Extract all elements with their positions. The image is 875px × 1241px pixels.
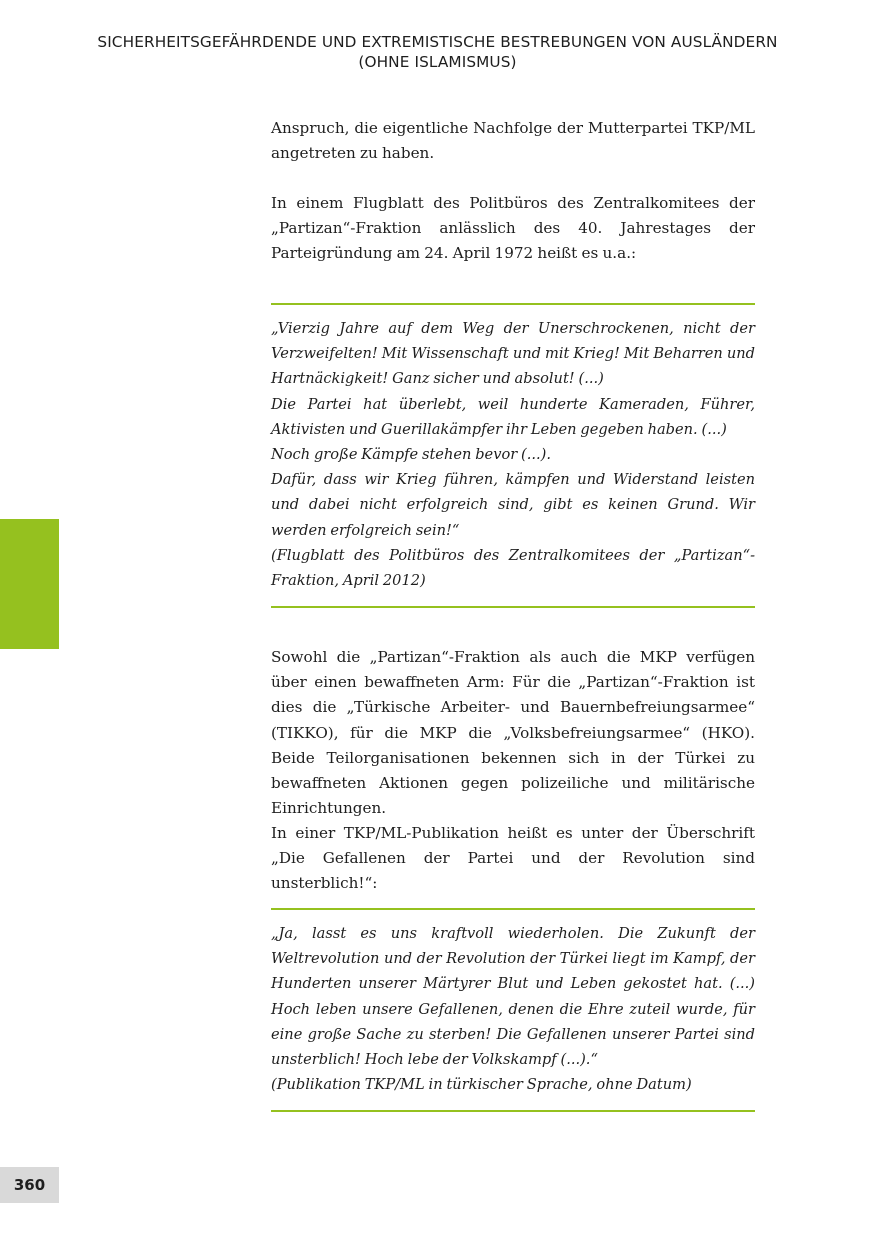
quote-1-line-4: Dafür, dass wir Krieg führen, kämpfen und Widerstand leisten und dabei nicht erfolgreich sind, gibt es keinen Grund. Wir werden erfolgreich sein!“	[271, 471, 755, 539]
quote-block-2	[271, 908, 755, 1112]
quote-1-line-1: „Vierzig Jahre auf dem Weg der Unerschrockenen, nicht der Verzweifelten! Mit Wissenschaft und mit Krieg! Mit Beharren und Hartnäckigkeit! Ganz sicher und absolut! (...)	[271, 320, 755, 388]
running-header	[0, 32, 875, 72]
quote-block-1	[271, 303, 755, 608]
paragraph-4: In einer TKP/ML-Publikation heißt es unter der Überschrift „Die Gefallenen der Partei und der Revolution sind unsterblich!“:	[271, 824, 755, 893]
chapter-side-tab	[0, 519, 59, 649]
paragraph-2: In einem Flugblatt des Politbüros des Zentralkomitees der „Partizan“-Fraktion anlässlich des 40. Jahrestages der Parteigründung am 24. April 1972 heißt es u.a.:	[271, 194, 755, 263]
quote-1-source: (Flugblatt des Politbüros des Zentralkomitees der „Partizan“-Fraktion, April 2012)	[271, 546, 755, 590]
running-header-line-1: SICHERHEITSGEFÄHRDENDE UND EXTREMISTISCHE BESTREBUNGEN VON AUSLÄNDERN	[97, 33, 778, 51]
quote-1-line-3: Noch große Kämpfe stehen bevor (...).	[271, 446, 551, 464]
running-header-line-2: (OHNE ISLAMISMUS)	[358, 53, 517, 71]
paragraph-1: Anspruch, die eigentliche Nachfolge der Mutterpartei TKP/ML angetreten zu haben.	[271, 119, 755, 163]
quote-2-text: „Ja, lasst es uns kraftvoll wiederholen. Die Zukunft der Weltrevolution und der Revolution der Türkei liegt im Kampf, der Hunderten unserer Märtyrer Blut und Leben gekostet hat. (...) Hoch leben unsere Gefallenen, denen die Ehre zuteil wurde, für eine große Sache zu sterben! Die Gefallenen unserer Partei sind unsterblich! Hoch lebe der Volkskampf (...).“	[271, 925, 755, 1069]
paragraph-3: Sowohl die „Partizan“-Fraktion als auch die MKP verfügen über einen bewaffneten Arm: Für die „Partizan“-Fraktion ist dies die „Türkische Arbeiter- und Bauernbefreiungsarmee“ (TIKKO), für die MKP die „Volksbefreiungsarmee“ (HKO). Beide Teilorganisationen bekennen sich in der Türkei zu bewaffneten Aktionen gegen polizeiliche und militärische Einrichtungen.	[271, 648, 755, 818]
page-number: 360	[0, 1167, 59, 1203]
quote-1-line-2: Die Partei hat überlebt, weil hunderte Kameraden, Führer, Aktivisten und Guerillakämpfer ihr Leben gegeben haben. (...)	[271, 395, 755, 438]
quote-2-source: (Publikation TKP/ML in türkischer Sprache, ohne Datum)	[271, 1076, 692, 1094]
